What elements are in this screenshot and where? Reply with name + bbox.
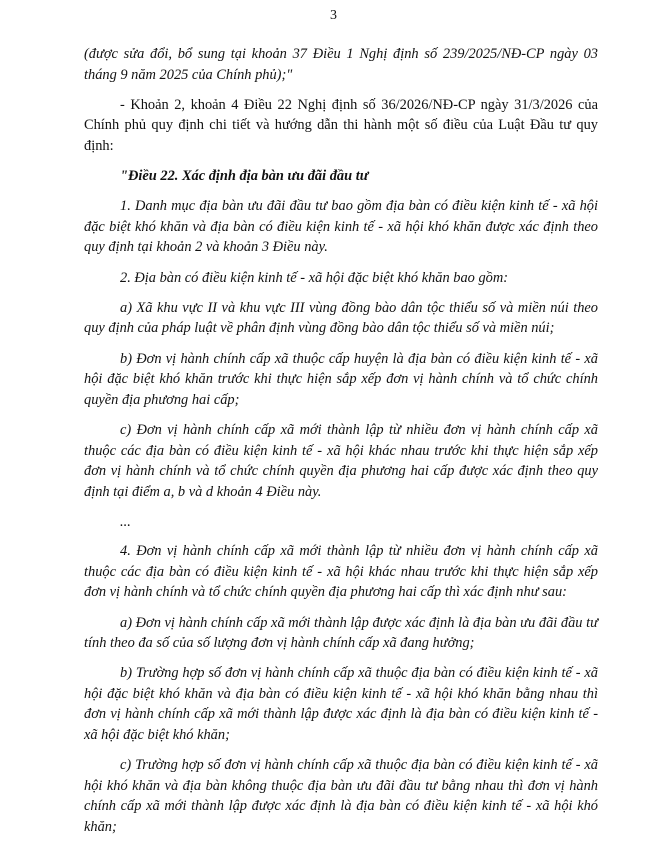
clause-2c-paragraph: c) Đơn vị hành chính cấp xã mới thành lập từ nhiều đơn vị hành chính cấp xã thuộc các địa bàn có điều kiện kinh tế - xã hội khác nhau trước khi thực hiện sắp xếp đơn vị hành chính và tổ chức chính quyền địa phương hai cấp được xác định theo quy định tại điểm a, b và d khoản 4 Điều này. (84, 422, 598, 500)
clause-1-paragraph: 1. Danh mục địa bàn ưu đãi đầu tư bao gồm địa bàn có điều kiện kinh tế - xã hội đặc biệt khó khăn và địa bàn có điều kiện kinh tế - xã hội khó khăn được xác định theo quy định tại khoản 2 và khoản 3 Điều này. (84, 198, 598, 256)
page-number: 3 (330, 8, 337, 23)
clause-4b-paragraph: b) Trường hợp số đơn vị hành chính cấp xã thuộc địa bàn có điều kiện kinh tế - xã hội đặc biệt khó khăn và địa bàn có điều kiện kinh tế - xã hội khó khăn bằng nhau thì đơn vị hành chính cấp xã mới thành lập được xác định là địa bàn có điều kiện kinh tế - xã hội đặc biệt khó khăn; (84, 665, 598, 743)
clause-2-paragraph: 2. Địa bàn có điều kiện kinh tế - xã hội đặc biệt khó khăn bao gồm: (120, 269, 509, 286)
clause-2a-paragraph: a) Xã khu vực II và khu vực III vùng đồng bào dân tộc thiểu số và miền núi theo quy định của pháp luật về phân định vùng đồng bào dân tộc thiểu số và miền núi; (84, 299, 598, 337)
document-body (84, 44, 598, 847)
clause-2b-paragraph: b) Đơn vị hành chính cấp xã thuộc cấp huyện là địa bàn có điều kiện kinh tế - xã hội đặc biệt khó khăn trước khi thực hiện sắp xếp đơn vị hành chính và tổ chức chính quyền địa phương hai cấp; (84, 350, 598, 408)
citation-intro-paragraph: - Khoản 2, khoản 4 Điều 22 Nghị định số 36/2026/NĐ-CP ngày 31/3/2026 của Chính phủ quy định chi tiết và hướng dẫn thi hành một số điều của Luật Đầu tư quy định: (84, 96, 598, 154)
ellipsis-paragraph: ... (120, 513, 131, 530)
clause-4-paragraph: 4. Đơn vị hành chính cấp xã mới thành lập từ nhiều đơn vị hành chính cấp xã thuộc các địa bàn có điều kiện kinh tế - xã hội khác nhau trước khi thực hiện sắp xếp đơn vị hành chính và tổ chức chính quyền địa phương hai cấp thì xác định như sau: (84, 543, 598, 601)
clause-4c-paragraph: c) Trường hợp số đơn vị hành chính cấp xã thuộc địa bàn có điều kiện kinh tế - xã hội khó khăn và địa bàn không thuộc địa bàn ưu đãi đầu tư bằng nhau thì đơn vị hành chính cấp xã mới thành lập được xác định là địa bàn có điều kiện kinh tế - xã hội khó khăn; (84, 757, 598, 835)
clause-4a-paragraph: a) Đơn vị hành chính cấp xã mới thành lập được xác định là địa bàn ưu đãi đầu tư tính theo đa số của số lượng đơn vị hành chính cấp xã đang hưởng; (84, 614, 598, 652)
article-heading: "Điều 22. Xác định địa bàn ưu đãi đầu tư (120, 168, 369, 185)
amendment-note-paragraph: (được sửa đổi, bổ sung tại khoản 37 Điều 1 Nghị định số 239/2025/NĐ-CP ngày 03 tháng 9 năm 2025 của Chính phủ);" (84, 46, 598, 83)
